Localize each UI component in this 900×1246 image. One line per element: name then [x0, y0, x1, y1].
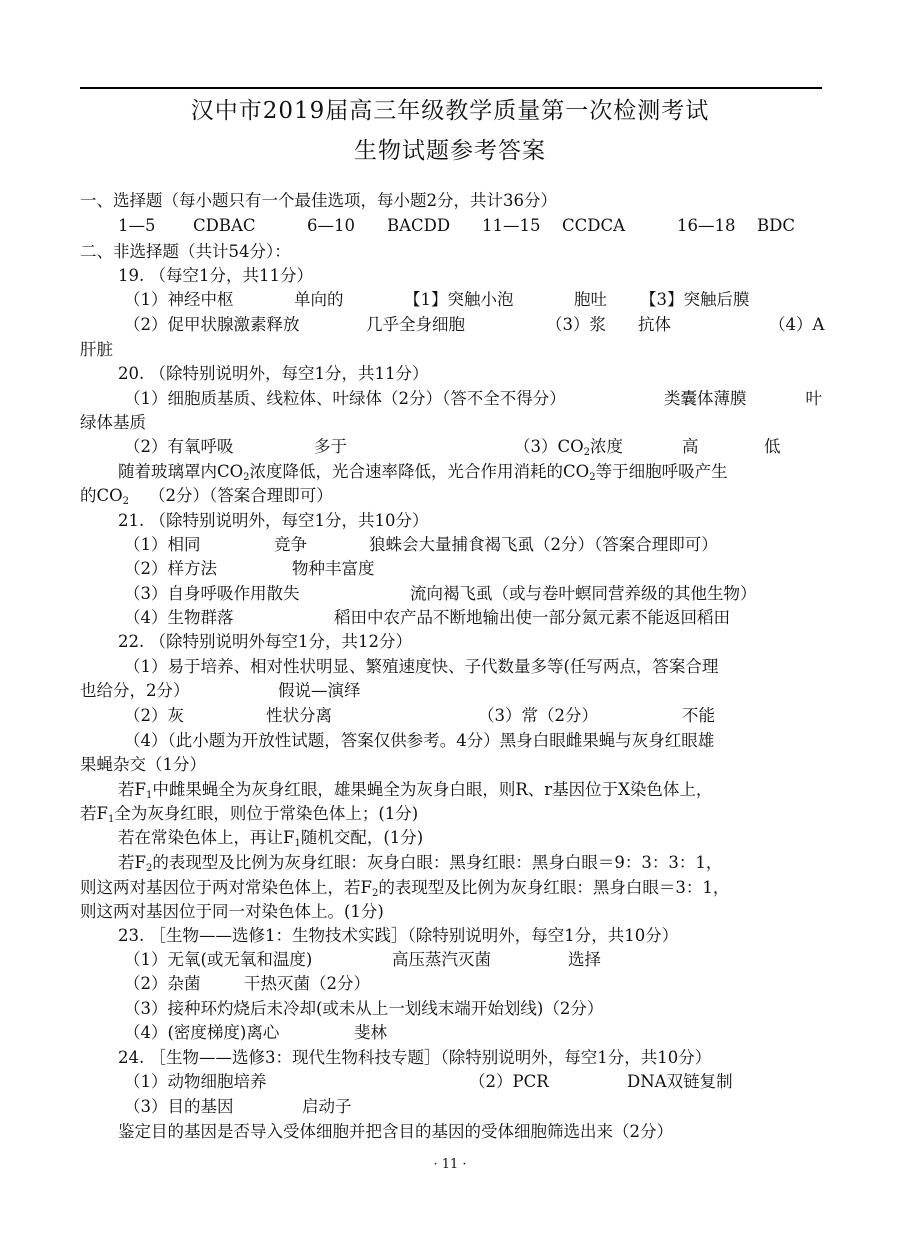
page-number: · 11 · — [433, 1157, 467, 1172]
answer-text: （4）(密度梯度)离心 — [124, 1023, 280, 1042]
text: 随机交配，(1分) — [300, 828, 424, 847]
answer-text: 胞吐 — [574, 290, 607, 309]
q22-paragraph — [118, 851, 722, 875]
answer-text: 浓度 — [590, 437, 624, 456]
q23-answer-row: （3）接种环灼烧后未冷却(或未从上一划线末端开始划线)（2分） — [124, 999, 604, 1018]
q23-answer-row — [124, 972, 370, 996]
answer-text: 稻田中农产品不断地输出使一部分氮元素不能返回稻田 — [334, 608, 730, 627]
mc-range: 1—5 — [118, 216, 156, 235]
text: 的CO — [80, 486, 123, 505]
q22-answer-row: （4）（此小题为开放性试题，答案仅供参考。4分）黑身白眼雌果蝇与灰身红眼雄 — [124, 731, 715, 750]
top-rule — [80, 87, 822, 89]
answer-text: 狼蛛会大量捕食褐飞虱（2分）（答案合理即可） — [369, 535, 718, 554]
q22-answer-row — [124, 704, 715, 728]
q22-paragraph — [80, 876, 729, 900]
mc-range: 16—18 — [677, 216, 736, 235]
section2-heading: 二、非选择题（共计54分）： — [80, 242, 291, 261]
text: 的表现型及比例为灰身红眼：黑身白眼＝3：1， — [378, 878, 730, 897]
answer-text: 高压蒸汽灭菌 — [392, 950, 491, 969]
q21-answer-row — [124, 533, 718, 557]
subscript: 2 — [243, 472, 250, 483]
answer-text: 【3】突触后膜 — [640, 290, 750, 309]
q23-answer-row — [124, 948, 601, 972]
q22-paragraph: 则这两对基因位于同一对染色体上。(1分) — [80, 902, 384, 921]
answer-text: 【1】突触小泡 — [404, 290, 514, 309]
text: 若F — [118, 780, 146, 799]
answer-text: 也给分，2分） — [80, 681, 190, 700]
text: （2分）（答案合理即可） — [149, 486, 333, 505]
answer-text: 流向褐飞虱（或与卷叶螟同营养级的其他生物） — [410, 584, 757, 603]
q21-answer-row — [124, 582, 757, 606]
answer-text: 性状分离 — [266, 706, 332, 725]
answer-text: DNA双链复制 — [627, 1072, 733, 1091]
text: 若F — [118, 853, 146, 872]
q23-heading: 23. ［生物——选修1：生物技术实践］（除特别说明外，每空1分，共10分） — [118, 926, 679, 945]
q20-answer-continuation: 绿体基质 — [80, 413, 146, 432]
text: 若F — [80, 804, 108, 823]
answer-text: （2）杂菌 — [124, 974, 201, 993]
q23-answer-row — [124, 1021, 387, 1045]
answer-text: 干热灭菌（2分） — [244, 974, 370, 993]
answer-text: 多于 — [314, 437, 347, 456]
answer-text: （2）样方法 — [124, 559, 217, 578]
text: 中雌果蝇全为灰身红眼，雄果蝇全为灰身白眼，则R、r基因位于X染色体上， — [152, 780, 713, 799]
mc-range: 6—10 — [307, 216, 355, 235]
answer-text: 抗体 — [638, 315, 671, 334]
q22-answer-row: （1）易于培养、相对性状明显、繁殖速度快、子代数量多等(任写两点，答案合理 — [124, 657, 719, 676]
subscript: 1 — [107, 814, 115, 825]
answer-text: （2）有氧呼吸 — [124, 437, 234, 456]
answer-text: （1）细胞质基质、线粒体、叶绿体（2分）（答不全不得分） — [124, 389, 566, 408]
mc-answers-row — [118, 214, 795, 238]
mc-range: 11—15 — [482, 216, 541, 235]
text: 随着玻璃罩内CO — [118, 462, 244, 481]
answer-text: （2）灰 — [124, 706, 184, 725]
answer-text: 启动子 — [302, 1097, 352, 1116]
q22-paragraph — [80, 802, 418, 826]
subscript: 1 — [294, 838, 301, 849]
answer-text: 不能 — [682, 706, 715, 725]
section1-heading: 一、选择题（每小题只有一个最佳选项，每小题2分，共计36分） — [80, 191, 557, 210]
subscript: 2 — [371, 888, 379, 899]
subscript: 2 — [145, 863, 153, 874]
answer-text: （3）常（2分） — [478, 706, 598, 725]
text: 若在常染色体上，再让F — [118, 828, 295, 847]
q19-heading: 19. （每空1分，共11分） — [118, 266, 313, 285]
answer-text: （1）无氧(或无氧和温度) — [124, 950, 313, 969]
text: 浓度降低，光合速率降低，光合作用消耗的CO — [249, 462, 590, 481]
q19-answer-row — [124, 313, 825, 337]
answer-text: 竞争 — [274, 535, 307, 554]
q24-answer-row — [124, 1095, 352, 1119]
q20-explanation-continuation — [80, 484, 333, 508]
answer-text: 叶 — [805, 389, 822, 408]
answer-text: （2）PCR — [469, 1072, 549, 1091]
answer-text: （1）相同 — [124, 535, 201, 554]
subscript: 1 — [145, 790, 153, 801]
answer-text: （2）促甲状腺激素释放 — [124, 315, 300, 334]
answer-text: （1）动物细胞培养 — [124, 1072, 267, 1091]
q21-answer-row — [124, 606, 730, 630]
subscript: 2 — [589, 472, 596, 483]
document-subtitle: 生物试题参考答案 — [354, 138, 546, 164]
mc-answer: CCDCA — [562, 216, 626, 235]
q24-heading: 24. ［生物——选修3：现代生物科技专题］（除特别说明外，每空1分，共10分） — [118, 1048, 712, 1067]
answer-text: （4）生物群落 — [124, 608, 234, 627]
answer-text: 单向的 — [294, 290, 344, 309]
subscript: 2 — [583, 447, 591, 458]
mc-answer: BACDD — [387, 216, 451, 235]
q21-answer-row — [124, 557, 375, 581]
mc-answer: CDBAC — [193, 216, 256, 235]
q20-answer-row — [124, 435, 781, 459]
answer-text: 选择 — [568, 950, 601, 969]
document-title: 汉中市2019届高三年级教学质量第一次检测考试 — [190, 98, 710, 124]
q19-answer-continuation: 肝脏 — [80, 340, 113, 359]
answer-text: 高 — [682, 437, 699, 456]
answer-text: （4）A — [769, 315, 825, 334]
answer-text: （1）神经中枢 — [124, 290, 234, 309]
answer-text: 物种丰富度 — [292, 559, 375, 578]
answer-text: 低 — [764, 437, 781, 456]
answer-text: 类囊体薄膜 — [664, 389, 747, 408]
q20-heading: 20. （除特别说明外，每空1分，共11分） — [118, 364, 429, 383]
q22-answer-continuation: 果蝇杂交（1分） — [80, 755, 206, 774]
answer-text: （3）自身呼吸作用散失 — [124, 584, 300, 603]
q22-answer-continuation — [80, 679, 361, 703]
q20-explanation — [118, 460, 728, 484]
q22-paragraph — [118, 826, 423, 850]
mc-answer: BDC — [757, 216, 795, 235]
text: 等于细胞呼吸产生 — [595, 462, 728, 481]
answer-text: 几乎全身细胞 — [366, 315, 465, 334]
q20-answer-row — [124, 387, 822, 411]
answer-text: 斐林 — [354, 1023, 387, 1042]
text: 全为灰身红眼，则位于常染色体上；(1分) — [114, 804, 419, 823]
answer-text: （3）浆 — [546, 315, 606, 334]
subscript: 2 — [122, 496, 130, 507]
text: 则这两对基因位于两对常染色体上，若F — [80, 878, 372, 897]
answer-text: （3）目的基因 — [124, 1097, 234, 1116]
answer-text: 假说—演绎 — [278, 681, 361, 700]
q24-answer-row: 鉴定目的基因是否导入受体细胞并把含目的基因的受体细胞筛选出来（2分） — [118, 1122, 673, 1141]
q21-heading: 21. （除特别说明外，每空1分，共10分） — [118, 511, 429, 530]
answer-text: （3）CO — [514, 437, 584, 456]
q22-heading: 22. （除特别说明外每空1分，共12分） — [118, 632, 412, 651]
q24-answer-row — [124, 1070, 733, 1094]
q22-paragraph — [118, 778, 712, 802]
q19-answer-row — [124, 288, 750, 312]
text: 的表现型及比例为灰身红眼：灰身白眼：黑身红眼：黑身白眼＝9：3：3：1， — [152, 853, 723, 872]
